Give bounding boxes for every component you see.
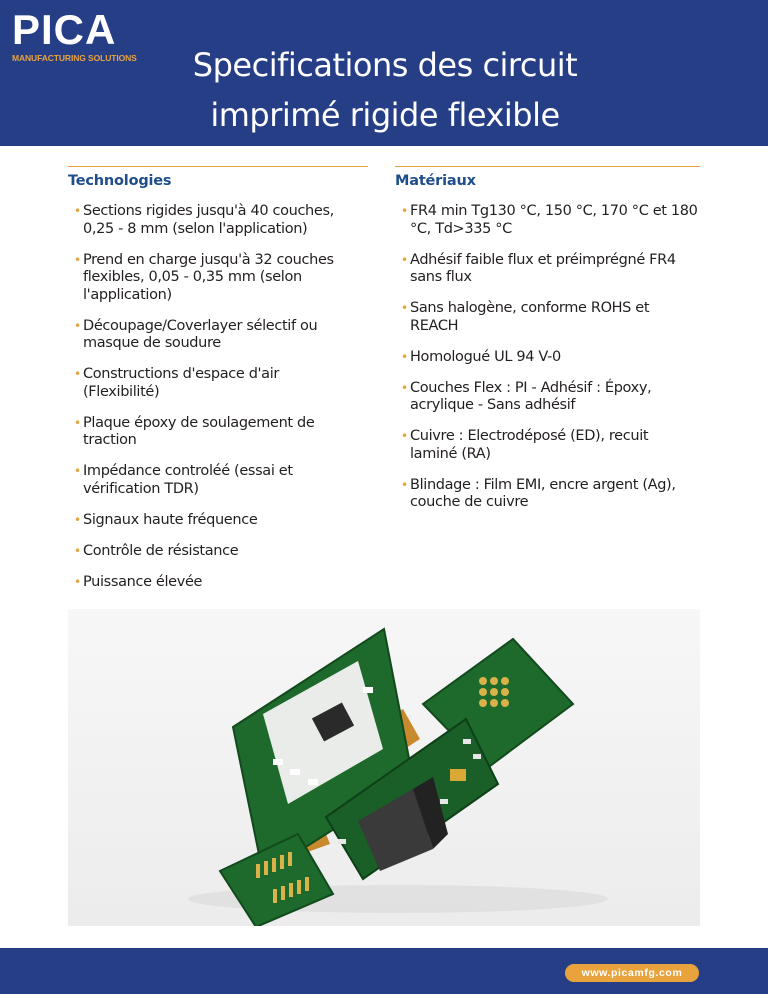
bullet-item [395, 300, 700, 335]
bullet-dot-icon: • [74, 318, 81, 333]
bullet-dot-icon: • [401, 429, 408, 443]
bullet-item [395, 380, 700, 415]
bullet-text-line: sans flux [410, 269, 472, 285]
title-line-1: Specifications des circuit [192, 46, 578, 84]
bullet-dot-icon: • [401, 349, 408, 364]
logo-tagline: MANUFACTURING SOLUTIONS [12, 53, 137, 63]
bullet-text-line: Plaque époxy de soulagement de [83, 414, 315, 431]
bullet-item [68, 574, 368, 592]
bullet-text-line: (Flexibilité) [83, 383, 160, 400]
bullet-text-line: FR4 min Tg130 °C, 150 °C, 170 °C et 180 [410, 203, 698, 219]
technologies-heading: Technologies [68, 173, 172, 189]
bullet-item [68, 203, 368, 238]
bullet-text-line: flexibles, 0,05 - 0,35 mm (selon [83, 269, 302, 285]
bullet-item [68, 318, 368, 353]
footer-bar [0, 948, 768, 994]
bullet-text-line: masque de soudure [83, 335, 221, 351]
bullet-dot-icon: • [401, 301, 408, 315]
bullet-text-line: Homologué UL 94 V-0 [410, 348, 561, 365]
bullet-dot-icon: • [74, 543, 81, 558]
bullet-text-line: Contrôle de résistance [83, 542, 239, 559]
pica-logo[interactable] [12, 8, 142, 68]
technologies-list [68, 203, 368, 591]
bullet-text-line: acrylique - Sans adhésif [410, 397, 576, 413]
bullet-text-line: couche de cuivre [410, 494, 529, 510]
bullet-dot-icon: • [401, 252, 408, 267]
bullet-item [68, 415, 368, 450]
bullet-dot-icon: • [74, 512, 81, 527]
bullet-dot-icon: • [74, 252, 81, 267]
bullet-text-line: Blindage : Film EMI, encre argent (Ag), [410, 476, 676, 493]
bullet-text-line: Constructions d'espace d'air [83, 366, 280, 382]
page-title [150, 40, 620, 140]
bullet-dot-icon: • [74, 415, 81, 430]
bullet-text-line: vérification TDR) [83, 480, 199, 497]
bullet-dot-icon: • [401, 380, 408, 395]
bullet-item [68, 543, 368, 561]
bullet-dot-icon: • [74, 367, 81, 381]
bullet-text-line: 0,25 - 8 mm (selon l'application) [83, 220, 308, 237]
bullet-item [68, 366, 368, 401]
header-banner [0, 0, 768, 146]
bullet-item [395, 252, 700, 287]
bullet-dot-icon: • [401, 477, 408, 492]
bullet-dot-icon: • [74, 464, 81, 478]
bullet-item [395, 203, 700, 238]
bullet-text-line: Cuivre : Electrodéposé (ED), recuit [410, 428, 649, 444]
bullet-text-line: Couches Flex : PI - Adhésif : Époxy, [410, 379, 652, 396]
bullet-item [395, 349, 700, 367]
bullet-text-line: REACH [410, 317, 459, 334]
bullet-text-line: Adhésif faible flux et préimprégné FR4 [410, 251, 676, 268]
bullet-text-line: Impédance controléé (essai et [83, 463, 293, 479]
bullet-text-line: Puissance élevée [83, 573, 203, 590]
section-divider [68, 166, 368, 167]
title-line-2: imprimé rigide flexible [210, 96, 560, 134]
bullet-item [68, 512, 368, 530]
bullet-item [395, 428, 700, 463]
technologies-section [68, 166, 368, 605]
bullet-text-line: Sans halogène, conforme ROHS et [410, 300, 650, 316]
bullet-item [68, 463, 368, 498]
materiaux-list [395, 203, 700, 512]
website-link[interactable]: www.picamfg.com [565, 964, 699, 982]
section-divider [395, 166, 700, 167]
bullet-item [68, 252, 368, 305]
materiaux-heading: Matériaux [395, 173, 476, 189]
bullet-text-line: Signaux haute fréquence [83, 511, 258, 528]
materiaux-section [395, 166, 700, 525]
bullet-item [395, 477, 700, 512]
rigid-flex-pcb-photo [68, 609, 700, 926]
bullet-dot-icon: • [401, 204, 408, 218]
bullet-text-line: °C, Td>335 °C [410, 220, 512, 237]
bullet-text-line: l'application) [83, 286, 172, 303]
bullet-text-line: Découpage/Coverlayer sélectif ou [83, 317, 318, 334]
bullet-dot-icon: • [74, 574, 81, 589]
bullet-text-line: Sections rigides jusqu'à 40 couches, [83, 203, 334, 219]
bullet-dot-icon: • [74, 204, 81, 218]
bullet-text-line: traction [83, 432, 137, 448]
bullet-text-line: Prend en charge jusqu'à 32 couches [83, 251, 334, 268]
logo-wordmark: PICA [12, 6, 117, 53]
pcb-illustration [68, 609, 700, 926]
bullet-text-line: laminé (RA) [410, 445, 491, 462]
